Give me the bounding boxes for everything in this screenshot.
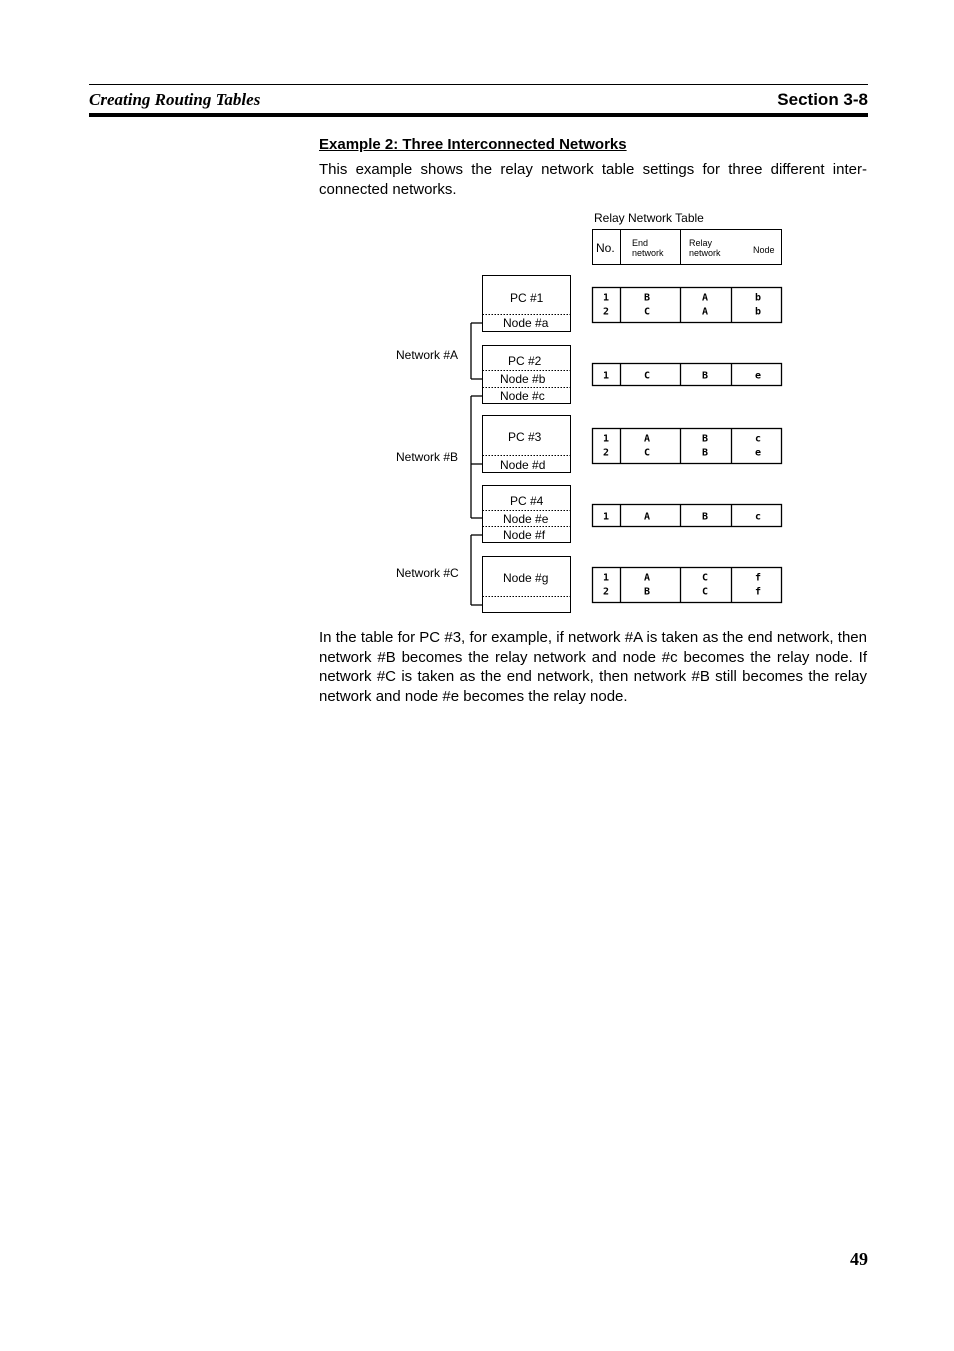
table-cell: A (643, 433, 651, 445)
table-cell: c (754, 433, 762, 445)
table-cell: B (643, 292, 651, 304)
network-a-bus (471, 323, 483, 379)
network-c-bus (471, 535, 483, 605)
page-number: 49 (850, 1249, 868, 1269)
relay-table (593, 505, 782, 527)
network-b-bus (471, 396, 483, 518)
node-label: Node #b (500, 372, 546, 386)
col-node: Node (753, 245, 775, 255)
table-cell: B (643, 586, 651, 598)
table-cell: C (643, 306, 651, 318)
node-label: Node #f (503, 528, 546, 542)
explanation-paragraph: In the table for PC #3, for example, if network #A is taken as the end network, then network #B becomes the relay network and node #c becomes the relay node. If network #C is taken as the end network, then network #B still becomes the relay network and node #e becomes the relay node. (319, 629, 867, 705)
table-cell: C (701, 572, 709, 584)
pc-box (483, 416, 571, 473)
section-label: Section 3-8 (777, 90, 868, 109)
table-cell: 2 (602, 306, 610, 318)
table-cell: 2 (602, 447, 610, 459)
table-cell: b (754, 292, 762, 304)
relay-table (593, 364, 782, 386)
table-cell: 1 (602, 292, 610, 304)
pc-box (483, 557, 571, 613)
table-cell: B (701, 433, 709, 445)
table-cell: A (701, 292, 709, 304)
table-cell: 1 (602, 370, 610, 382)
table-cell: f (754, 572, 762, 584)
header-bottom-rule (89, 113, 868, 117)
network-b-label: Network #B (396, 450, 459, 464)
pc-label: PC #4 (510, 494, 544, 508)
relay-network-diagram (380, 205, 800, 625)
network-a-label: Network #A (396, 348, 459, 362)
example-heading: Example 2: Three Interconnected Networks (319, 136, 627, 153)
network-c-label: Network #C (396, 566, 459, 580)
table-cell: A (643, 511, 651, 523)
col-relay-network-1: Relay (689, 238, 713, 248)
table-cell: B (701, 447, 709, 459)
node-label: Node #e (503, 512, 549, 526)
table-cell: 1 (602, 511, 610, 523)
table-cell: 1 (602, 433, 610, 445)
pc-box (483, 486, 571, 543)
table-cell: b (754, 306, 762, 318)
table-cell: f (754, 586, 762, 598)
table-cell: e (754, 447, 762, 459)
table-cell: B (701, 511, 709, 523)
table-cell: c (754, 511, 762, 523)
col-no: No. (596, 241, 615, 255)
pc-label: PC #1 (510, 291, 544, 305)
pc-label: PC #2 (508, 354, 542, 368)
relay-table-title: Relay Network Table (594, 211, 704, 225)
intro-paragraph: This example shows the relay network table settings for three different inter-connected networks. (319, 161, 867, 198)
pc-box (483, 346, 571, 404)
relay-tables (593, 288, 782, 603)
node-label: Node #a (503, 316, 549, 330)
node-label: Node #g (503, 571, 549, 585)
node-label: Node #d (500, 458, 546, 472)
col-end-network-1: End (632, 238, 649, 248)
table-cell: C (701, 586, 709, 598)
table-cell: A (643, 572, 651, 584)
table-cell: 2 (602, 586, 610, 598)
node-label: Node #c (500, 389, 545, 403)
relay-table (593, 288, 782, 323)
table-cell: B (701, 370, 709, 382)
table-cell: 1 (602, 572, 610, 584)
col-end-network-2: network (632, 248, 664, 258)
table-cell: A (701, 306, 709, 318)
col-relay-network-2: network (689, 248, 721, 258)
header-top-rule (89, 84, 868, 85)
table-cell: e (754, 370, 762, 382)
table-cell: C (643, 447, 651, 459)
table-cell: C (643, 370, 651, 382)
relay-table (593, 429, 782, 464)
pc-box (483, 276, 571, 332)
relay-table (593, 568, 782, 603)
pc-label: PC #3 (508, 430, 542, 444)
running-header-title: Creating Routing Tables (89, 90, 261, 109)
